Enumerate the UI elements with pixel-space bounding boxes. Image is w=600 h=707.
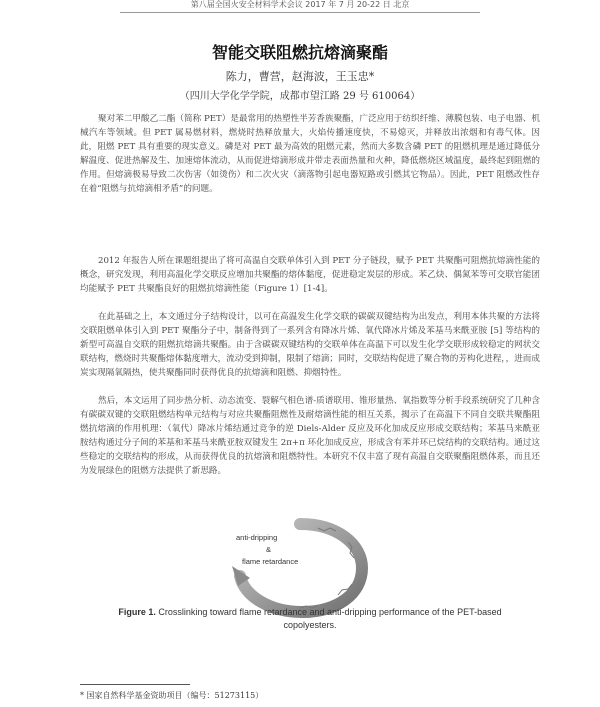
label-flame-retardance: flame retardance — [242, 557, 299, 566]
figure-1 — [222, 518, 378, 618]
affiliation: （四川大学化学学院，成都市望江路 29 号 610064） — [179, 91, 421, 102]
author-list: 陈力，曹营，赵海波，王玉忠* — [225, 70, 375, 83]
running-header: 第八届全国火安全材料学术会议 2017 年 7 月 20-22 日 北京 — [120, 0, 480, 13]
paragraph-intro: 聚对苯二甲酸乙二酯（简称 PET）是最常用的热塑性半芳香族聚酯，广泛应用于纺织纤维、薄膜包装、电子电器、机械汽车等领域。但 PET 属易燃材料，燃烧时热释放量大，火焰传播速度快，不易熄灭，并释放出浓烟和有毒气体。因此，阻燃 PET 具有重要的现实意义。磷是对 PET 最为高效的阻燃元素，然而大多数含磷 PET 的阻燃机理是通过降低分解温度、促进热解及生、加速熔体流动，从而促进熔滴形成并带走表面热量和火种，降低燃烧区域温度，最终起到阻燃的作用。但熔滴极易导致二次伤害（如烫伤）和二次火灾（滴落物引起电器短路或引燃其它物品）。因此，PET 阻燃改性存在着“阻燃与抗熔滴相矛盾”的问题。 — [80, 114, 540, 194]
footnote: * 国家自然科学基金资助项目（编号：51273115） — [80, 691, 264, 700]
paragraph-background: 2012 年报告人所在课题组提出了将可高温自交联单体引入到 PET 分子链段，赋予 PET 共聚酯可阻燃抗熔滴性能的概念，研究发现，利用高温化学交联反应增加共聚酯的熔体黏度，促进稳定炭层的形成。苯乙炔、偶氮苯等可交联官能团均能赋予 PET 共聚酯良好的阻燃抗熔滴性能（Figure 1）[1-4]。 — [80, 256, 540, 294]
figure-caption — [100, 606, 520, 632]
caption-label: Figure 1. — [118, 607, 156, 617]
paper-title: 智能交联阻燃抗熔滴聚酯 — [211, 43, 388, 62]
label-ampersand: & — [266, 545, 272, 554]
label-anti-dripping: anti-dripping — [236, 533, 278, 542]
caption-text: Crosslinking toward flame retardance and anti-dripping performance of the PET-based copolyesters. — [155, 607, 502, 630]
footnote-rule — [80, 684, 190, 685]
paragraph-results: 然后，本文运用了同步热分析、动态流变、裂解气相色谱-质谱联用、锥形量热、氧指数等分析手段系统研究了几种含有碳碳双键的交联阻燃结构单元结构与对应共聚酯阻燃性及耐熔滴性能的相互关系，揭示了在高温下不同自交联共聚酯阻燃抗熔滴的作用机理：（氧代）降冰片烯结通过竞争的逆 Diels-Alder 反应及环化加成反应形成交联结构；苯基马来酰亚胺结构通过分子间的苯基和苯基马来酰亚胺双键发生 2π+π 环化加成反应，形成含有苯并环已烷结构的交联结构。通过这些稳定的交联结构的形成，从而获得优良的抗熔滴和阻燃特性。本研究不仅丰富了现有高温自交联聚酯阻燃体系，而且还为发展绿色的阻燃方法提供了新思路。 — [80, 396, 540, 476]
crosslinking-diagram — [222, 518, 378, 618]
paragraph-method: 在此基础之上，本文通过分子结构设计，以可在高温发生化学交联的碳碳双键结构为出发点，利用本体共聚的方法将交联阻燃单体引入到 PET 聚酯分子中，制备得到了一系列含有降冰片烯、氧代降冰片烯及苯基马来酰亚胺 [5] 等结构的新型可高温自交联的阻燃抗熔滴共聚酯。由于含碳碳双键结构的交联单体在高温下可以发生化学交联形成较稳定的网状交联结构，燃烧时共聚酯熔体黏度增大，流动受到抑制，限制了熔滴；同时，交联结构促进了聚合物的芳构化进程，，进而成炭实现隔氧隔热，使共聚酯同时获得优良的抗熔滴和阻燃、抑烟特性。 — [80, 312, 540, 378]
